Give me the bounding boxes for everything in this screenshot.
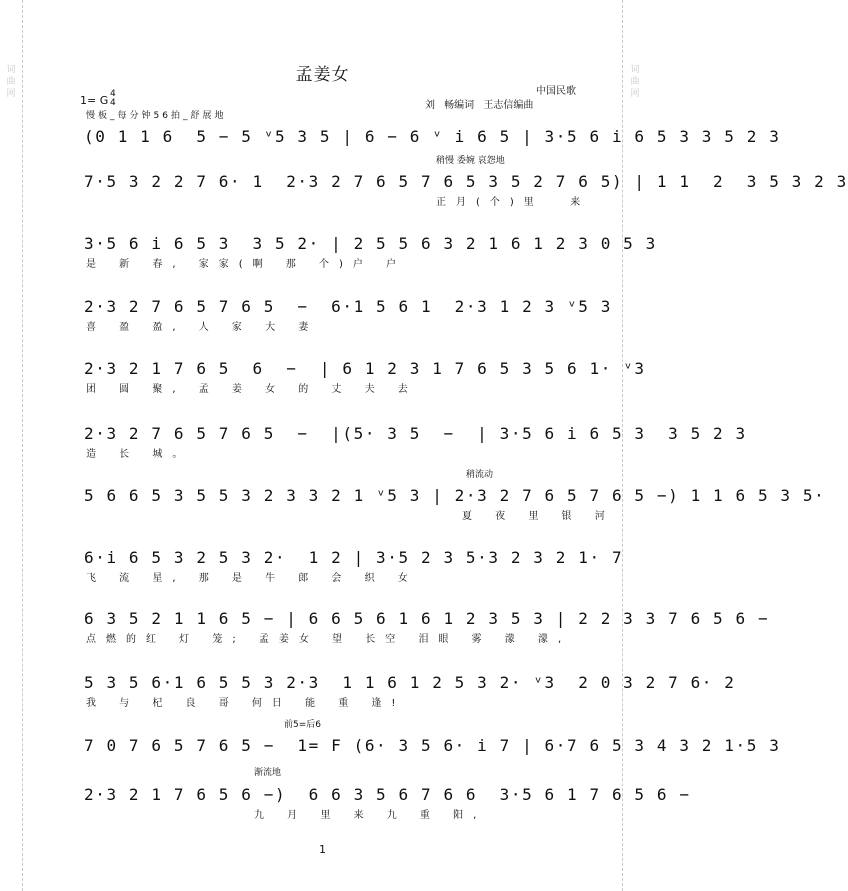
- expression-marking: 稍流动: [466, 470, 494, 480]
- watermark-text: 词: [630, 65, 640, 75]
- score-line: (0 1 1 6 5 − 5 ᵛ5 3 5 | 6 − 6 ᵛ i 6 5 | 3·5 6 i 6 5 3 3 5 2 3: [84, 127, 781, 146]
- time-signature-bottom: 4: [110, 98, 116, 108]
- score-line: 5 6 6 5 3 5 5 3 2 3 3 2 1 ᵛ5 3 | 2·3 2 7 6 5 7 6 5 −) 1 1 6 5 3 5·: [84, 486, 826, 505]
- lyric-line: 飞 流 星, 那 是 牛 郎 会 织 女: [86, 573, 418, 584]
- expression-marking: 前5=后6: [284, 720, 321, 730]
- score-line: 7·5 3 2 2 7 6· 1 2·3 2 7 6 5 7 6 5 3 5 2 7 6 5) | 1 1 2 3 5 3 2 3: [84, 172, 848, 191]
- score-line: 5 3 5 6·1 6 5 5 3 2·3 1 1 6 1 2 5 3 2· ᵛ3 2 0 3 2 7 6· 2: [84, 673, 736, 692]
- score-line: 2·3 2 1 7 6 5 6 −) 6 6 3 5 6 7 6 6 3·5 6 1 7 6 5 6 −: [84, 785, 691, 804]
- lyric-line: 夏 夜 里 银 河: [462, 511, 615, 522]
- lyric-line: 正月(个)里 来: [436, 197, 591, 208]
- lyric-line: 九 月 里 来 九 重 阳,: [254, 810, 487, 821]
- watermark-text: 曲: [6, 77, 16, 87]
- time-signature-top: 4: [110, 89, 116, 99]
- score-line: 6·i 6 5 3 2 5 3 2· 1 2 | 3·5 2 3 5·3 2 3 2 1· 7: [84, 548, 624, 567]
- song-title: 孟姜女: [295, 65, 350, 85]
- lyric-line: 我 与 杞 良 哥 何日 能 重 逢!: [86, 698, 406, 709]
- score-line: 7 0 7 6 5 7 6 5 − 1= F (6· 3 5 6· i 7 | 6·7 6 5 3 4 3 2 1·5 3: [84, 736, 781, 755]
- expression-marking: 渐流地: [254, 768, 282, 778]
- time-signature: [110, 90, 116, 108]
- watermark-text: 网: [6, 89, 16, 99]
- lyric-line: 是 新 春, 家家(啊 那 个)户 户: [86, 259, 407, 270]
- lyric-line: 点燃的红 灯 笼; 孟姜女 望 长空 泪眼 雾 濛 濛,: [86, 634, 572, 645]
- score-line: 2·3 2 7 6 5 7 6 5 − 6·1 5 6 1 2·3 1 2 3 ᵛ5 3: [84, 297, 612, 316]
- score-line: 2·3 2 7 6 5 7 6 5 − |(5· 3 5 − | 3·5 6 i 6 5 3 3 5 2 3: [84, 424, 747, 443]
- page-number: 1: [319, 843, 326, 856]
- lyric-line: 喜 盈 盈, 人 家 大 妻: [86, 322, 319, 333]
- score-line: 3·5 6 i 6 5 3 3 5 2· | 2 5 5 6 3 2 1 6 1 2 3 0 5 3: [84, 234, 657, 253]
- page-border-left: [22, 0, 23, 891]
- key-signature: 1= G: [80, 94, 109, 107]
- watermark-text: 网: [630, 89, 640, 99]
- score-line: 6 3 5 2 1 1 6 5 − | 6 6 5 6 1 6 1 2 3 5 3 | 2 2 3 3 7 6 5 6 −: [84, 609, 770, 628]
- lyric-line: 造 长 城。: [86, 449, 193, 460]
- song-credit: 刘 畅编词 王志信编曲: [425, 100, 534, 111]
- expression-marking: 稍慢 委婉 哀怨地: [436, 156, 505, 166]
- song-genre: 中国民歌: [536, 86, 576, 97]
- lyric-line: 团 圆 聚, 孟 姜 女 的 丈 夫 去: [86, 384, 418, 395]
- watermark-text: 词: [6, 65, 16, 75]
- tempo-note: 慢板_每分钟56拍_舒展地: [86, 111, 227, 121]
- score-line: 2·3 2 1 7 6 5 6 − | 6 1 2 3 1 7 6 5 3 5 6 1· ᵛ3: [84, 359, 646, 378]
- watermark-text: 曲: [630, 77, 640, 87]
